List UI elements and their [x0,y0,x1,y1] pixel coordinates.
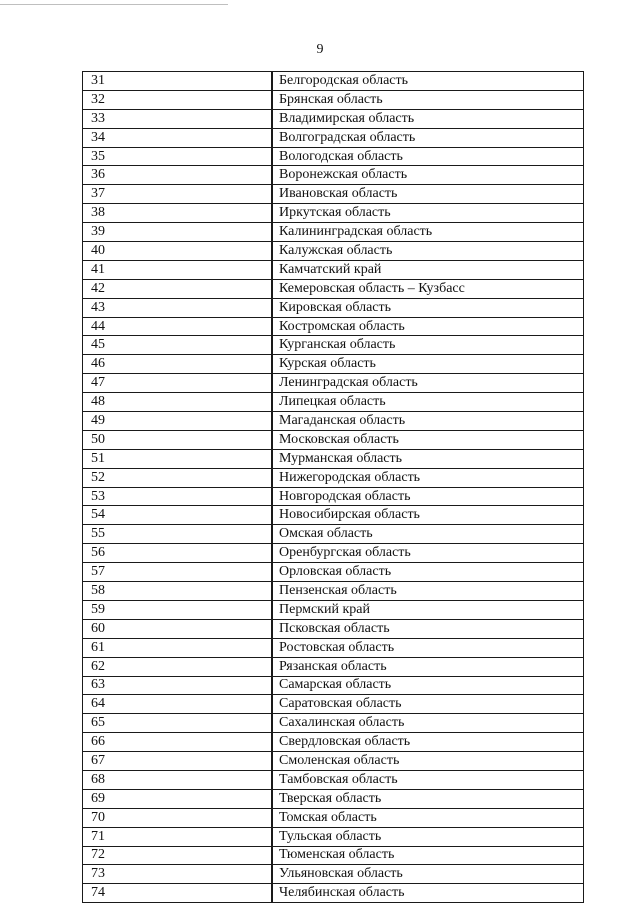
table-row [83,676,584,695]
table-row [83,242,584,261]
region-code-cell: 34 [83,128,273,147]
region-name-cell: Магаданская область [272,412,584,431]
region-name-cell: Новосибирская область [272,506,584,525]
region-code-cell: 48 [83,393,273,412]
region-code-cell: 42 [83,279,273,298]
region-code-cell: 43 [83,298,273,317]
table-row [83,544,584,563]
region-code-cell: 60 [83,619,273,638]
region-code-cell: 69 [83,789,273,808]
region-code-cell: 70 [83,808,273,827]
table-row [83,317,584,336]
table-row [83,789,584,808]
table-row [83,770,584,789]
region-code-cell: 63 [83,676,273,695]
region-code-cell: 44 [83,317,273,336]
table-row [83,374,584,393]
table-row [83,563,584,582]
region-name-cell: Калининградская область [272,223,584,242]
region-name-cell: Ивановская область [272,185,584,204]
region-code-cell: 61 [83,638,273,657]
table-row [83,619,584,638]
region-code-cell: 53 [83,487,273,506]
region-name-cell: Воронежская область [272,166,584,185]
table-row [83,147,584,166]
region-code-cell: 33 [83,109,273,128]
region-name-cell: Самарская область [272,676,584,695]
table-row [83,600,584,619]
region-name-cell: Саратовская область [272,695,584,714]
region-code-cell: 66 [83,733,273,752]
region-code-cell: 71 [83,827,273,846]
regions-table [82,71,584,903]
region-code-cell: 67 [83,752,273,771]
region-code-cell: 54 [83,506,273,525]
region-name-cell: Сахалинская область [272,714,584,733]
table-row [83,430,584,449]
table-row [83,204,584,223]
region-name-cell: Пермский край [272,600,584,619]
table-row [83,827,584,846]
region-code-cell: 56 [83,544,273,563]
region-code-cell: 65 [83,714,273,733]
table-row [83,260,584,279]
table-row [83,393,584,412]
region-code-cell: 41 [83,260,273,279]
region-code-cell: 36 [83,166,273,185]
table-row [83,449,584,468]
region-name-cell: Московская область [272,430,584,449]
table-row [83,865,584,884]
region-code-cell: 40 [83,242,273,261]
region-code-cell: 32 [83,90,273,109]
region-name-cell: Волгоградская область [272,128,584,147]
table-row [83,487,584,506]
region-name-cell: Мурманская область [272,449,584,468]
table-row [83,298,584,317]
region-name-cell: Оренбургская область [272,544,584,563]
table-row [83,808,584,827]
table-row [83,657,584,676]
region-name-cell: Пензенская область [272,582,584,601]
region-name-cell: Кемеровская область – Кузбасс [272,279,584,298]
region-code-cell: 31 [83,72,273,91]
region-code-cell: 52 [83,468,273,487]
region-name-cell: Вологодская область [272,147,584,166]
region-code-cell: 49 [83,412,273,431]
region-code-cell: 38 [83,204,273,223]
region-name-cell: Иркутская область [272,204,584,223]
region-name-cell: Тамбовская область [272,770,584,789]
region-code-cell: 74 [83,884,273,903]
region-code-cell: 55 [83,525,273,544]
region-name-cell: Ульяновская область [272,865,584,884]
region-name-cell: Орловская область [272,563,584,582]
region-name-cell: Владимирская область [272,109,584,128]
table-row [83,90,584,109]
region-code-cell: 47 [83,374,273,393]
region-name-cell: Костромская область [272,317,584,336]
table-row [83,355,584,374]
region-code-cell: 51 [83,449,273,468]
table-row [83,714,584,733]
regions-table-body [83,72,584,903]
region-name-cell: Липецкая область [272,393,584,412]
region-code-cell: 73 [83,865,273,884]
region-code-cell: 68 [83,770,273,789]
region-name-cell: Смоленская область [272,752,584,771]
region-name-cell: Тульская область [272,827,584,846]
header-rule [0,4,228,5]
region-name-cell: Белгородская область [272,72,584,91]
region-name-cell: Тверская область [272,789,584,808]
region-code-cell: 39 [83,223,273,242]
region-code-cell: 72 [83,846,273,865]
table-row [83,582,584,601]
table-row [83,279,584,298]
region-code-cell: 58 [83,582,273,601]
table-row [83,695,584,714]
table-row [83,468,584,487]
table-row [83,638,584,657]
table-row [83,884,584,903]
table-row [83,525,584,544]
table-row [83,752,584,771]
region-name-cell: Курганская область [272,336,584,355]
table-row [83,733,584,752]
region-code-cell: 50 [83,430,273,449]
region-name-cell: Омская область [272,525,584,544]
region-code-cell: 35 [83,147,273,166]
region-name-cell: Челябинская область [272,884,584,903]
table-row [83,128,584,147]
region-code-cell: 64 [83,695,273,714]
region-name-cell: Курская область [272,355,584,374]
region-code-cell: 46 [83,355,273,374]
region-code-cell: 59 [83,600,273,619]
table-row [83,506,584,525]
region-name-cell: Тюменская область [272,846,584,865]
region-name-cell: Новгородская область [272,487,584,506]
region-code-cell: 62 [83,657,273,676]
region-name-cell: Нижегородская область [272,468,584,487]
region-code-cell: 57 [83,563,273,582]
region-name-cell: Свердловская область [272,733,584,752]
region-name-cell: Ленинградская область [272,374,584,393]
region-name-cell: Томская область [272,808,584,827]
region-name-cell: Брянская область [272,90,584,109]
page-number: 9 [316,42,324,57]
region-name-cell: Камчатский край [272,260,584,279]
region-name-cell: Ростовская область [272,638,584,657]
region-name-cell: Рязанская область [272,657,584,676]
table-row [83,185,584,204]
table-row [83,223,584,242]
region-code-cell: 37 [83,185,273,204]
table-row [83,336,584,355]
table-row [83,109,584,128]
region-name-cell: Псковская область [272,619,584,638]
region-name-cell: Калужская область [272,242,584,261]
region-code-cell: 45 [83,336,273,355]
table-row [83,846,584,865]
table-row [83,72,584,91]
region-name-cell: Кировская область [272,298,584,317]
table-row [83,412,584,431]
table-row [83,166,584,185]
